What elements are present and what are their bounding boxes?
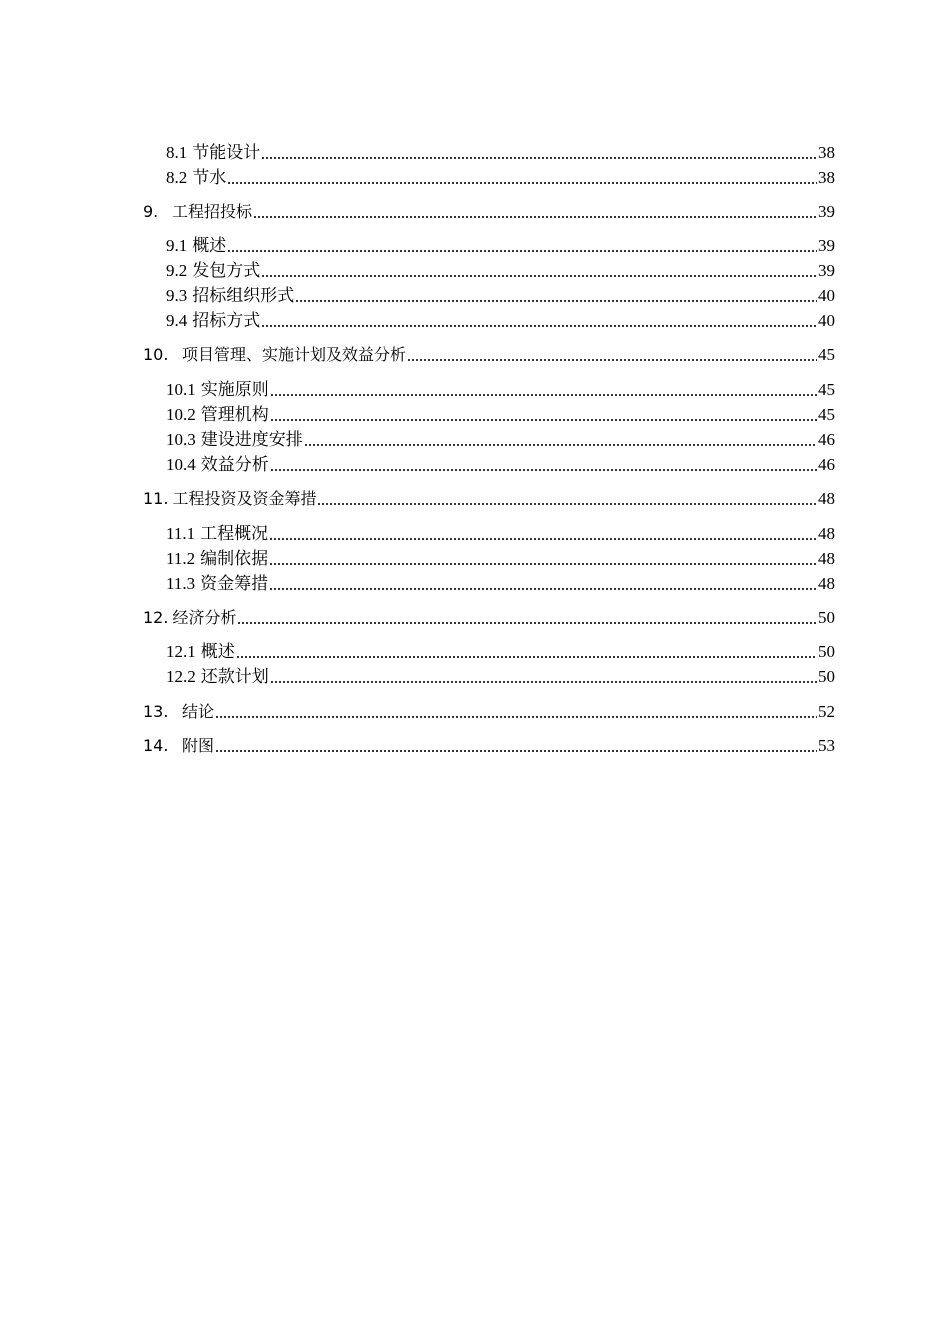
toc-entry-title: 工程招投标 [172, 202, 253, 221]
toc-dot-leader [407, 346, 817, 362]
toc-entry-12[interactable] [143, 607, 835, 629]
toc-dot-leader [317, 490, 817, 506]
toc-entry-label [166, 548, 268, 570]
toc-entry-number: 9. [143, 202, 159, 221]
toc-entry-label [166, 429, 303, 451]
toc-entry-number: 10. [143, 345, 169, 364]
toc-entry-title: 招标组织形式 [192, 286, 295, 305]
toc-entry-12-1[interactable] [166, 641, 835, 663]
toc-dot-leader [304, 431, 817, 447]
toc-entry-title: 实施原则 [200, 380, 269, 399]
toc-entry-title: 编制依据 [200, 549, 269, 568]
toc-entry-13[interactable] [143, 701, 835, 723]
toc-entry-page: 48 [818, 549, 835, 568]
toc-entry-number: 10.3 [166, 430, 196, 449]
toc-entry-label [166, 641, 235, 663]
toc-entry-title: 建设进度安排 [200, 430, 303, 449]
toc-entry-title: 节能设计 [192, 143, 261, 162]
toc-entry-9-4[interactable] [166, 310, 835, 332]
toc-entry-8-1[interactable] [166, 142, 835, 164]
toc-entry-number: 11.2 [166, 549, 196, 568]
toc-entry-page: 39 [818, 261, 835, 280]
toc-entry-label [166, 142, 260, 164]
toc-entry-label [143, 701, 214, 723]
toc-entry-label [143, 607, 236, 629]
toc-entry-title: 概述 [200, 642, 235, 661]
toc-entry-title: 资金筹措 [200, 574, 269, 593]
toc-entry-number: 12.2 [166, 667, 196, 686]
toc-entry-page: 50 [818, 608, 835, 627]
toc-entry-page: 45 [818, 405, 835, 424]
toc-entry-page: 39 [818, 202, 835, 221]
toc-entry-page: 40 [818, 311, 835, 330]
toc-entry-number: 9.1 [166, 236, 188, 255]
toc-entry-8-2[interactable] [166, 167, 835, 189]
toc-entry-label [166, 666, 269, 688]
toc-entry-9-2[interactable] [166, 260, 835, 282]
toc-dot-leader [269, 550, 817, 566]
toc-entry-number: 14. [143, 736, 169, 755]
toc-entry-title: 项目管理、实施计划及效益分析 [182, 345, 407, 364]
toc-entry-11-2[interactable] [166, 548, 835, 570]
toc-entry-number: 8.2 [166, 168, 188, 187]
toc-dot-leader [253, 203, 817, 219]
toc-entry-10-3[interactable] [166, 429, 835, 451]
toc-dot-leader [215, 737, 817, 753]
toc-entry-label [166, 167, 226, 189]
toc-entry-page: 38 [818, 168, 835, 187]
toc-entry-label [166, 310, 260, 332]
toc-entry-label [143, 735, 214, 757]
toc-entry-14[interactable] [143, 735, 835, 757]
toc-dot-leader [269, 525, 817, 541]
toc-dot-leader [227, 169, 817, 185]
toc-dot-leader [261, 262, 817, 278]
toc-entry-title: 招标方式 [192, 311, 261, 330]
toc-entry-label [166, 454, 269, 476]
toc-entry-10-1[interactable] [166, 379, 835, 401]
toc-entry-page: 48 [818, 574, 835, 593]
toc-entry-title: 概述 [192, 236, 227, 255]
toc-entry-label [166, 285, 294, 307]
toc-dot-leader [270, 668, 817, 684]
toc-entry-page: 50 [818, 667, 835, 686]
toc-entry-number: 12. [143, 608, 169, 627]
toc-entry-label [166, 404, 269, 426]
toc-entry-10-4[interactable] [166, 454, 835, 476]
toc-dot-leader [269, 575, 817, 591]
toc-entry-10-2[interactable] [166, 404, 835, 426]
toc-entry-number: 8.1 [166, 143, 188, 162]
toc-entry-9-1[interactable] [166, 235, 835, 257]
toc-entry-page: 50 [818, 642, 835, 661]
toc-entry-number: 13. [143, 702, 169, 721]
toc-entry-page: 52 [818, 702, 835, 721]
toc-entry-page: 45 [818, 380, 835, 399]
toc-entry-page: 45 [818, 345, 835, 364]
toc-entry-page: 48 [818, 489, 835, 508]
toc-entry-number: 10.4 [166, 455, 196, 474]
toc-entry-page: 40 [818, 286, 835, 305]
toc-entry-title: 工程投资及资金筹措 [172, 489, 317, 508]
toc-entry-title: 效益分析 [200, 455, 269, 474]
toc-dot-leader [236, 643, 817, 659]
toc-entry-title: 结论 [182, 702, 215, 721]
toc-entry-number: 9.2 [166, 261, 188, 280]
toc-dot-leader [227, 237, 817, 253]
toc-entry-11-3[interactable] [166, 573, 835, 595]
toc-entry-title: 节水 [192, 168, 227, 187]
toc-entry-10[interactable] [143, 344, 835, 366]
toc-entry-number: 11. [143, 489, 169, 508]
toc-entry-number: 10.2 [166, 405, 196, 424]
toc-entry-11[interactable] [143, 488, 835, 510]
toc-entry-number: 11.1 [166, 524, 196, 543]
toc-entry-9[interactable] [143, 201, 835, 223]
toc-entry-page: 39 [818, 236, 835, 255]
toc-entry-page: 53 [818, 736, 835, 755]
toc-dot-leader [295, 287, 817, 303]
toc-entry-number: 10.1 [166, 380, 196, 399]
toc-entry-title: 附图 [182, 736, 215, 755]
toc-entry-label [143, 201, 252, 223]
toc-entry-11-1[interactable] [166, 523, 835, 545]
toc-entry-page: 46 [818, 455, 835, 474]
toc-entry-page: 38 [818, 143, 835, 162]
toc-dot-leader [215, 703, 817, 719]
toc-entry-page: 48 [818, 524, 835, 543]
toc-entry-number: 11.3 [166, 574, 196, 593]
toc-entry-label [166, 379, 269, 401]
toc-entry-title: 还款计划 [200, 667, 269, 686]
toc-entry-label [143, 344, 406, 366]
toc-entry-title: 经济分析 [172, 608, 237, 627]
toc-entry-number: 12.1 [166, 642, 196, 661]
toc-entry-number: 9.4 [166, 311, 188, 330]
toc-dot-leader [237, 609, 817, 625]
toc-entry-number: 9.3 [166, 286, 188, 305]
toc-entry-page: 46 [818, 430, 835, 449]
toc-entry-12-2[interactable] [166, 666, 835, 688]
toc-dot-leader [261, 144, 817, 160]
toc-entry-title: 工程概况 [200, 524, 269, 543]
toc-dot-leader [270, 381, 817, 397]
toc-entry-label [166, 260, 260, 282]
toc-dot-leader [261, 312, 817, 328]
toc-dot-leader [270, 406, 817, 422]
toc-dot-leader [270, 456, 817, 472]
toc-entry-label [143, 488, 316, 510]
toc-entry-title: 发包方式 [192, 261, 261, 280]
toc-entry-label [166, 235, 226, 257]
toc-entry-label [166, 573, 268, 595]
toc-entry-9-3[interactable] [166, 285, 835, 307]
toc-entry-title: 管理机构 [200, 405, 269, 424]
toc-entry-label [166, 523, 268, 545]
